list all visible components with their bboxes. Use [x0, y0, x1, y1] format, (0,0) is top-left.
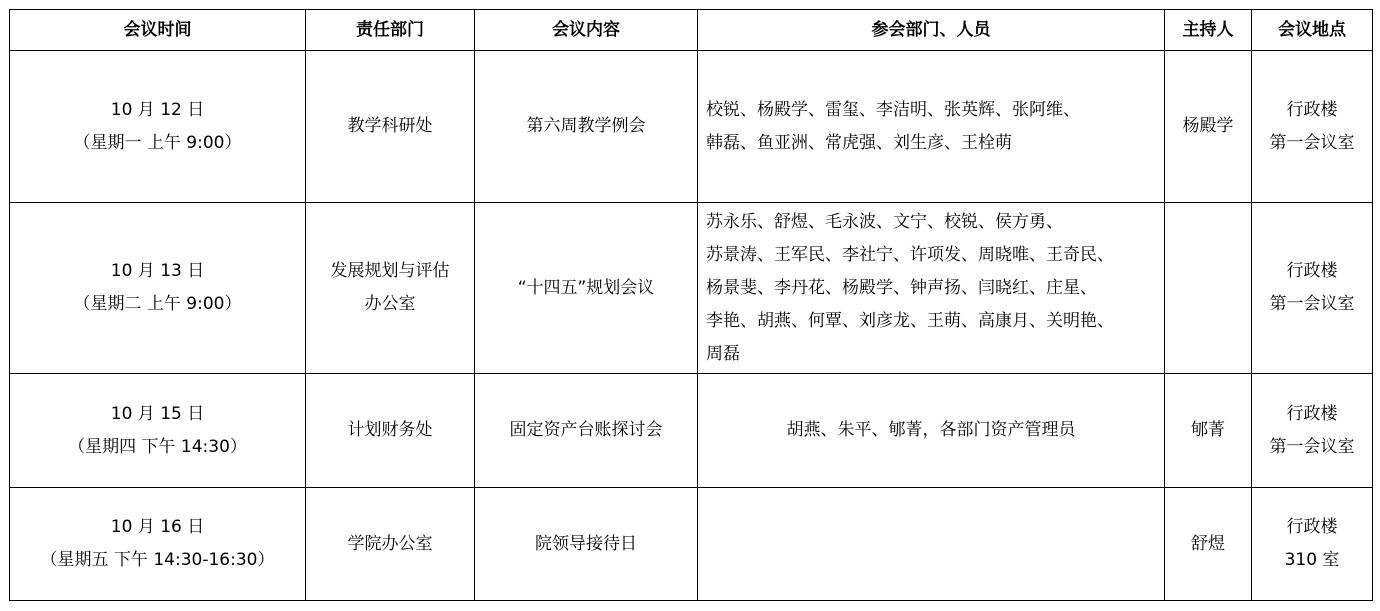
time-weekday: （星期五 下午 14:30-16:30）	[40, 550, 275, 570]
location-building: 行政楼	[1286, 403, 1338, 424]
cell-attendees	[698, 51, 1165, 203]
time-date: 10 月 13 日	[110, 261, 205, 281]
header-meeting-time: 会议时间	[10, 10, 306, 51]
location-room: 310 室	[1284, 550, 1340, 570]
header-meeting-content: 会议内容	[475, 10, 698, 51]
content-line: 固定资产台账探讨会	[509, 420, 663, 440]
dept-line: 教学科研处	[347, 116, 433, 136]
header-host: 主持人	[1165, 10, 1252, 51]
attendees-line: 校锐、杨殿学、雷玺、李洁明、张英辉、张阿维、	[706, 99, 1080, 120]
dept-line: 办公室	[364, 294, 416, 314]
cell-content	[475, 203, 698, 374]
attendees-line: 苏景涛、王军民、李社宁、许项发、周晓唯、王奇民、	[706, 244, 1114, 265]
cell-location	[1252, 203, 1373, 374]
host-line: 舒煜	[1191, 533, 1225, 554]
cell-content	[475, 51, 698, 203]
time-weekday: （星期一 上午 9:00）	[73, 132, 242, 153]
cell-host	[1165, 488, 1252, 601]
attendees-line: 苏永乐、舒煜、毛永波、文宁、校锐、侯方勇、	[706, 211, 1063, 232]
dept-line: 学院办公室	[347, 533, 433, 554]
location-building: 行政楼	[1286, 517, 1338, 537]
location-room: 第一会议室	[1269, 132, 1355, 153]
cell-dept	[306, 51, 475, 203]
header-location: 会议地点	[1252, 10, 1373, 51]
attendees-line: 杨景斐、李丹花、杨殿学、钟声扬、闫晓红、庄星、	[706, 277, 1097, 298]
time-date: 10 月 16 日	[110, 517, 205, 537]
location-building: 行政楼	[1286, 261, 1338, 281]
cell-host	[1165, 203, 1252, 374]
time-date: 10 月 12 日	[110, 99, 205, 120]
cell-time	[10, 51, 306, 203]
time-weekday: （星期二 上午 9:00）	[73, 294, 242, 314]
location-room: 第一会议室	[1269, 436, 1355, 457]
cell-location	[1252, 51, 1373, 203]
table-row	[10, 374, 1373, 488]
host-line: 郇菁	[1191, 420, 1225, 440]
cell-content	[475, 488, 698, 601]
attendees-line: 胡燕、朱平、郇菁，各部门资产管理员	[786, 420, 1076, 440]
cell-time	[10, 203, 306, 374]
header-row	[10, 10, 1373, 51]
attendees-line: 周磊	[706, 343, 740, 364]
cell-dept	[306, 203, 475, 374]
cell-host	[1165, 51, 1252, 203]
attendees-line: 韩磊、鱼亚洲、常虎强、刘生彦、王栓萌	[706, 132, 1012, 153]
cell-attendees	[698, 203, 1165, 374]
dept-line: 发展规划与评估	[330, 261, 450, 281]
attendees-line: 李艳、胡燕、何覃、刘彦龙、王萌、高康月、关明艳、	[706, 310, 1114, 331]
cell-dept	[306, 374, 475, 488]
content-line: 院领导接待日	[535, 533, 637, 554]
meeting-schedule-table	[9, 9, 1373, 601]
time-weekday: （星期四 下午 14:30）	[68, 436, 247, 457]
dept-line: 计划财务处	[347, 420, 433, 440]
cell-host	[1165, 374, 1252, 488]
content-line: 第六周教学例会	[526, 116, 646, 136]
location-room: 第一会议室	[1269, 294, 1355, 314]
cell-time	[10, 488, 306, 601]
table-row	[10, 203, 1373, 374]
header-attendees: 参会部门、人员	[698, 10, 1165, 51]
time-date: 10 月 15 日	[110, 403, 205, 424]
host-line: 杨殿学	[1182, 116, 1234, 136]
cell-location	[1252, 374, 1373, 488]
table-row	[10, 488, 1373, 601]
cell-attendees	[698, 374, 1165, 488]
header-responsible-dept: 责任部门	[306, 10, 475, 51]
location-building: 行政楼	[1286, 99, 1338, 120]
table-row	[10, 51, 1373, 203]
cell-attendees	[698, 488, 1165, 601]
cell-time	[10, 374, 306, 488]
cell-content	[475, 374, 698, 488]
cell-dept	[306, 488, 475, 601]
content-line: “十四五”规划会议	[517, 277, 655, 298]
cell-location	[1252, 488, 1373, 601]
